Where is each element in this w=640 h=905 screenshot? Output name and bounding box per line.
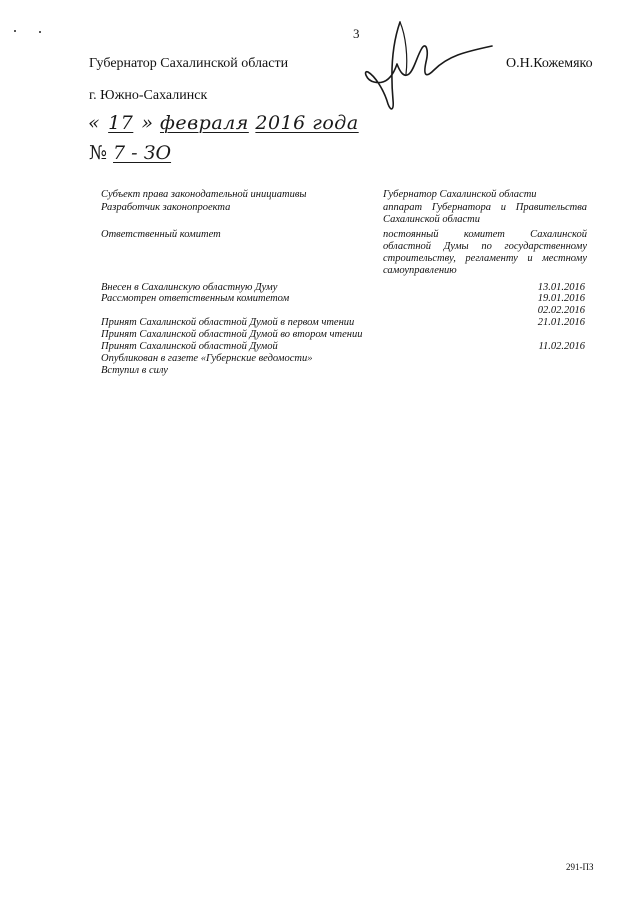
reviewed-label: Рассмотрен ответственным комитетом [101, 293, 290, 304]
adopted-label: Принят Сахалинской областной Думой [101, 341, 278, 352]
date-day: 17 [108, 112, 134, 134]
committee-label: Ответственный комитет [101, 229, 221, 240]
reviewed-date-1: 19.01.2016 [537, 293, 585, 304]
first-reading-label: Принят Сахалинской областной Думой в первом чтении [101, 317, 355, 328]
subject-label: Субъект права законодательной инициативы [101, 189, 307, 200]
submitted-date: 13.01.2016 [537, 282, 585, 293]
first-reading-date: 21.01.2016 [537, 317, 585, 328]
governor-title: Губернатор Сахалинской области [89, 56, 289, 71]
open-quote: « [88, 112, 101, 134]
signature-image [360, 14, 500, 116]
submitted-label: Внесен в Сахалинскую областную Думу [101, 282, 278, 293]
law-number [89, 142, 171, 164]
date-month: февраля [159, 112, 249, 134]
effective-label: Вступил в силу [101, 365, 168, 376]
number-prefix: № [89, 142, 107, 164]
scan-speck [39, 31, 41, 33]
developer-value: аппарат Губернатора и Правительства Сахалинской области [383, 202, 587, 225]
page-number: 3 [353, 26, 360, 41]
close-quote: » [141, 112, 154, 134]
date-year: 2016 года [255, 112, 359, 134]
second-reading-label: Принят Сахалинской областной Думой во втором чтении [101, 329, 363, 340]
document-code: 291-ПЗ [566, 862, 594, 872]
adopted-date: 11.02.2016 [538, 341, 585, 352]
scan-speck [14, 30, 16, 32]
city-name: г. Южно-Сахалинск [89, 88, 208, 103]
governor-name: О.Н.Кожемяко [506, 56, 593, 71]
reviewed-date-2: 02.02.2016 [537, 305, 585, 316]
published-label: Опубликован в газете «Губернские ведомости» [101, 353, 313, 364]
number-value: 7 - ЗО [113, 142, 172, 164]
developer-label: Разработчик законопроекта [101, 202, 231, 213]
committee-value: постоянный комитет Сахалинской областной Думы по государственному строительству, регламенту и местному самоуправлению [383, 229, 587, 276]
subject-value: Губернатор Сахалинской области [383, 189, 537, 200]
signing-date [88, 112, 359, 134]
